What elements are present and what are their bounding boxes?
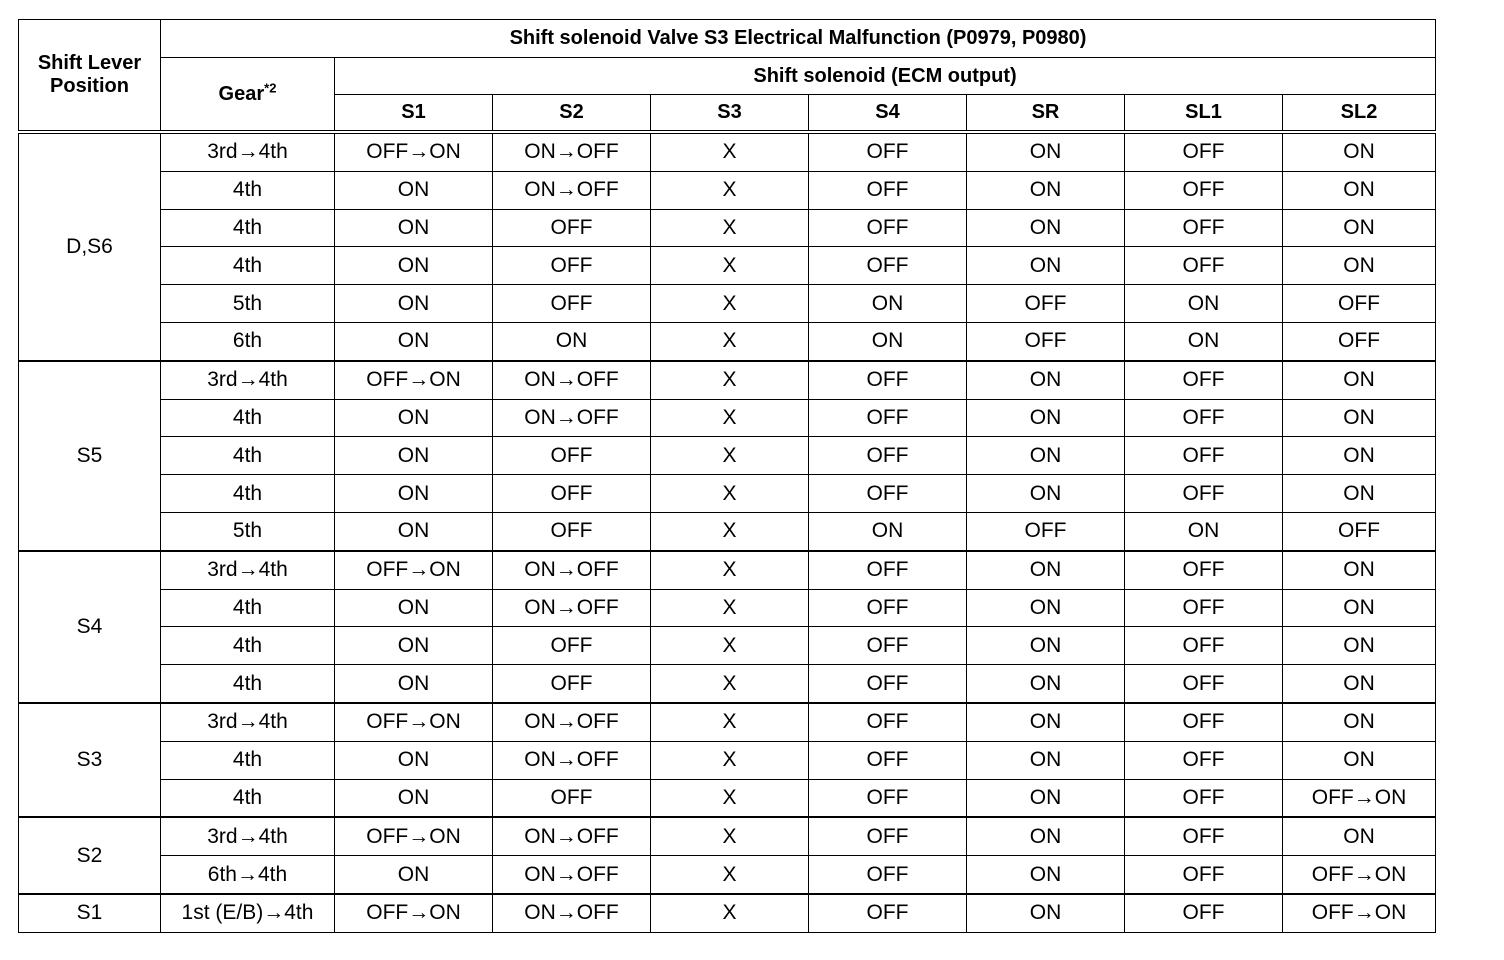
solenoid-state-cell: OFF xyxy=(493,779,651,817)
solenoid-state-cell: ON→OFF xyxy=(493,741,651,779)
gear-cell: 4th xyxy=(161,399,335,437)
solenoid-header-sl2: SL2 xyxy=(1283,95,1436,133)
solenoid-state-cell: ON→OFF xyxy=(493,589,651,627)
solenoid-header-s2: S2 xyxy=(493,95,651,133)
solenoid-state-cell: ON xyxy=(1283,171,1436,209)
solenoid-state-cell: OFF xyxy=(809,856,967,894)
solenoid-state-cell: X xyxy=(651,703,809,741)
solenoid-state-cell: OFF xyxy=(1125,856,1283,894)
solenoid-state-cell: OFF xyxy=(809,703,967,741)
solenoid-state-cell: ON xyxy=(1283,817,1436,855)
shift-position-cell: S2 xyxy=(19,817,161,894)
solenoid-state-cell: OFF xyxy=(809,627,967,665)
gear-cell: 4th xyxy=(161,741,335,779)
table-row xyxy=(19,817,1436,855)
solenoid-state-cell: X xyxy=(651,856,809,894)
gear-cell: 4th xyxy=(161,627,335,665)
solenoid-state-cell: ON xyxy=(967,209,1125,247)
solenoid-state-cell: ON xyxy=(1125,322,1283,360)
solenoid-state-cell: X xyxy=(651,665,809,703)
solenoid-state-cell: OFF→ON xyxy=(335,361,493,399)
solenoid-state-cell: OFF→ON xyxy=(335,551,493,589)
solenoid-state-cell: ON xyxy=(967,817,1125,855)
solenoid-state-cell: ON xyxy=(1283,209,1436,247)
solenoid-state-cell: X xyxy=(651,512,809,550)
solenoid-state-cell: OFF xyxy=(493,285,651,323)
gear-header xyxy=(161,58,335,133)
solenoid-state-cell: OFF xyxy=(809,171,967,209)
shift-position-cell: S5 xyxy=(19,361,161,551)
solenoid-state-cell: ON xyxy=(809,322,967,360)
solenoid-state-cell: OFF xyxy=(809,741,967,779)
solenoid-state-cell: OFF xyxy=(809,665,967,703)
solenoid-state-cell: OFF xyxy=(493,209,651,247)
solenoid-state-cell: OFF xyxy=(493,247,651,285)
shift-position-cell: S4 xyxy=(19,551,161,703)
solenoid-state-cell: ON→OFF xyxy=(493,361,651,399)
solenoid-state-cell: OFF→ON xyxy=(1283,779,1436,817)
gear-header-label: Gear xyxy=(218,82,265,105)
solenoid-state-cell: X xyxy=(651,894,809,932)
solenoid-state-cell: OFF xyxy=(809,589,967,627)
solenoid-state-cell: ON xyxy=(967,132,1125,171)
solenoid-state-cell: OFF xyxy=(967,285,1125,323)
table-header xyxy=(19,20,1436,133)
solenoid-state-cell: ON xyxy=(1283,247,1436,285)
gear-footnote-mark: *2 xyxy=(264,79,277,95)
solenoid-subtitle: Shift solenoid (ECM output) xyxy=(335,58,1436,95)
solenoid-state-cell: ON xyxy=(335,285,493,323)
gear-cell: 3rd→4th xyxy=(161,817,335,855)
solenoid-state-cell: ON xyxy=(967,361,1125,399)
solenoid-state-cell: ON xyxy=(1283,703,1436,741)
solenoid-header-sl1: SL1 xyxy=(1125,95,1283,133)
solenoid-state-cell: ON xyxy=(335,627,493,665)
solenoid-state-cell: OFF→ON xyxy=(335,817,493,855)
solenoid-state-cell: OFF xyxy=(493,627,651,665)
gear-cell: 4th xyxy=(161,779,335,817)
solenoid-state-cell: X xyxy=(651,171,809,209)
solenoid-state-cell: OFF xyxy=(493,475,651,513)
solenoid-state-cell: OFF→ON xyxy=(335,132,493,171)
solenoid-state-cell: ON xyxy=(335,856,493,894)
solenoid-state-cell: OFF xyxy=(967,322,1125,360)
solenoid-state-cell: X xyxy=(651,361,809,399)
solenoid-state-cell: ON xyxy=(967,475,1125,513)
solenoid-state-cell: OFF xyxy=(493,437,651,475)
solenoid-state-cell: OFF xyxy=(809,475,967,513)
table-row xyxy=(19,703,1436,741)
solenoid-state-cell: ON xyxy=(967,703,1125,741)
table-row xyxy=(19,285,1436,323)
solenoid-state-cell: OFF xyxy=(809,361,967,399)
solenoid-state-cell: OFF xyxy=(1125,475,1283,513)
gear-cell: 1st (E/B)→4th xyxy=(161,894,335,932)
table-row xyxy=(19,475,1436,513)
solenoid-state-cell: ON xyxy=(335,322,493,360)
solenoid-state-cell: X xyxy=(651,589,809,627)
solenoid-state-cell: X xyxy=(651,132,809,171)
solenoid-state-cell: X xyxy=(651,551,809,589)
solenoid-state-cell: OFF xyxy=(809,132,967,171)
solenoid-state-cell: ON xyxy=(967,437,1125,475)
solenoid-state-cell: ON xyxy=(967,399,1125,437)
solenoid-state-cell: X xyxy=(651,437,809,475)
table-row xyxy=(19,247,1436,285)
solenoid-state-cell: ON→OFF xyxy=(493,551,651,589)
solenoid-header-s3: S3 xyxy=(651,95,809,133)
solenoid-state-cell: OFF xyxy=(1125,779,1283,817)
solenoid-state-cell: OFF xyxy=(809,209,967,247)
solenoid-state-cell: OFF xyxy=(1125,741,1283,779)
solenoid-state-cell: OFF xyxy=(1283,285,1436,323)
solenoid-state-cell: OFF xyxy=(1125,551,1283,589)
gear-cell: 4th xyxy=(161,209,335,247)
solenoid-state-cell: OFF→ON xyxy=(1283,856,1436,894)
solenoid-state-cell: ON xyxy=(967,627,1125,665)
solenoid-header-s4: S4 xyxy=(809,95,967,133)
gear-cell: 4th xyxy=(161,171,335,209)
solenoid-state-cell: ON xyxy=(1283,132,1436,171)
solenoid-header-sr: SR xyxy=(967,95,1125,133)
solenoid-state-cell: OFF xyxy=(1125,247,1283,285)
solenoid-state-cell: ON xyxy=(1283,437,1436,475)
solenoid-state-cell: OFF xyxy=(1125,817,1283,855)
solenoid-state-cell: ON xyxy=(967,741,1125,779)
solenoid-state-cell: ON xyxy=(967,589,1125,627)
shift-position-cell: S1 xyxy=(19,894,161,932)
solenoid-state-cell: ON xyxy=(967,551,1125,589)
solenoid-state-cell: ON xyxy=(335,512,493,550)
solenoid-state-cell: ON xyxy=(1283,741,1436,779)
table-row xyxy=(19,132,1436,171)
solenoid-state-cell: ON→OFF xyxy=(493,399,651,437)
solenoid-state-cell: X xyxy=(651,475,809,513)
gear-cell: 3rd→4th xyxy=(161,361,335,399)
solenoid-state-cell: X xyxy=(651,817,809,855)
solenoid-state-cell: OFF xyxy=(1125,209,1283,247)
solenoid-state-cell: ON xyxy=(335,247,493,285)
solenoid-state-cell: ON xyxy=(335,475,493,513)
table-row xyxy=(19,856,1436,894)
solenoid-state-cell: ON xyxy=(1283,627,1436,665)
solenoid-state-cell: ON→OFF xyxy=(493,856,651,894)
table-row xyxy=(19,627,1436,665)
solenoid-state-cell: OFF→ON xyxy=(1283,894,1436,932)
solenoid-state-cell: ON→OFF xyxy=(493,132,651,171)
solenoid-table xyxy=(18,19,1436,933)
table-title: Shift solenoid Valve S3 Electrical Malfunction (P0979, P0980) xyxy=(161,20,1436,58)
solenoid-state-cell: ON→OFF xyxy=(493,894,651,932)
table-body xyxy=(19,132,1436,932)
solenoid-state-cell: OFF xyxy=(809,437,967,475)
solenoid-state-cell: ON xyxy=(1283,551,1436,589)
solenoid-state-cell: ON xyxy=(335,741,493,779)
solenoid-state-cell: OFF xyxy=(493,512,651,550)
solenoid-state-cell: ON xyxy=(1283,399,1436,437)
shift-position-cell: D,S6 xyxy=(19,132,161,361)
gear-cell: 6th xyxy=(161,322,335,360)
solenoid-state-cell: OFF xyxy=(1125,894,1283,932)
table-row xyxy=(19,589,1436,627)
solenoid-state-cell: ON xyxy=(809,512,967,550)
solenoid-state-cell: ON xyxy=(967,171,1125,209)
solenoid-state-cell: ON xyxy=(809,285,967,323)
solenoid-state-cell: X xyxy=(651,322,809,360)
position-header: Shift Lever Position xyxy=(19,20,161,133)
solenoid-state-cell: ON xyxy=(335,665,493,703)
table-row xyxy=(19,512,1436,550)
solenoid-state-cell: OFF xyxy=(809,247,967,285)
table-row xyxy=(19,779,1436,817)
solenoid-state-cell: ON xyxy=(335,589,493,627)
solenoid-state-cell: OFF xyxy=(1125,437,1283,475)
solenoid-state-cell: OFF xyxy=(493,665,651,703)
solenoid-state-cell: ON→OFF xyxy=(493,703,651,741)
table-row xyxy=(19,171,1436,209)
solenoid-state-cell: ON xyxy=(335,171,493,209)
solenoid-state-cell: OFF xyxy=(1125,171,1283,209)
solenoid-state-cell: ON xyxy=(1125,285,1283,323)
gear-cell: 4th xyxy=(161,665,335,703)
solenoid-state-cell: OFF xyxy=(1125,589,1283,627)
solenoid-state-cell: ON→OFF xyxy=(493,171,651,209)
solenoid-state-cell: X xyxy=(651,779,809,817)
solenoid-state-cell: ON xyxy=(967,665,1125,703)
solenoid-state-cell: ON xyxy=(335,209,493,247)
gear-cell: 3rd→4th xyxy=(161,132,335,171)
solenoid-state-cell: OFF xyxy=(809,894,967,932)
gear-cell: 3rd→4th xyxy=(161,703,335,741)
solenoid-state-cell: OFF→ON xyxy=(335,894,493,932)
solenoid-state-cell: X xyxy=(651,399,809,437)
gear-cell: 4th xyxy=(161,589,335,627)
solenoid-state-cell: X xyxy=(651,209,809,247)
solenoid-state-cell: OFF xyxy=(809,817,967,855)
solenoid-state-cell: OFF xyxy=(1283,512,1436,550)
table-row xyxy=(19,209,1436,247)
gear-cell: 5th xyxy=(161,285,335,323)
solenoid-state-cell: X xyxy=(651,627,809,665)
solenoid-state-cell: ON xyxy=(335,437,493,475)
solenoid-state-cell: ON xyxy=(967,247,1125,285)
solenoid-state-cell: X xyxy=(651,741,809,779)
solenoid-state-cell: OFF xyxy=(1125,132,1283,171)
solenoid-state-cell: OFF xyxy=(809,399,967,437)
solenoid-state-cell: OFF xyxy=(1125,665,1283,703)
table-row xyxy=(19,322,1436,360)
solenoid-state-cell: ON xyxy=(335,399,493,437)
table-row xyxy=(19,399,1436,437)
gear-cell: 5th xyxy=(161,512,335,550)
gear-cell: 3rd→4th xyxy=(161,551,335,589)
solenoid-state-cell: ON xyxy=(1283,589,1436,627)
shift-position-cell: S3 xyxy=(19,703,161,817)
solenoid-state-cell: ON xyxy=(493,322,651,360)
solenoid-state-cell: ON xyxy=(335,779,493,817)
solenoid-state-cell: ON xyxy=(1283,665,1436,703)
solenoid-state-cell: ON xyxy=(1125,512,1283,550)
gear-cell: 6th→4th xyxy=(161,856,335,894)
table-row xyxy=(19,551,1436,589)
solenoid-state-cell: OFF→ON xyxy=(335,703,493,741)
solenoid-state-cell: X xyxy=(651,247,809,285)
solenoid-state-cell: OFF xyxy=(809,779,967,817)
solenoid-state-cell: OFF xyxy=(1125,399,1283,437)
gear-cell: 4th xyxy=(161,437,335,475)
table-row xyxy=(19,741,1436,779)
solenoid-state-cell: OFF xyxy=(1125,703,1283,741)
solenoid-state-cell: X xyxy=(651,285,809,323)
solenoid-state-cell: ON xyxy=(967,856,1125,894)
table-row xyxy=(19,361,1436,399)
solenoid-header-s1: S1 xyxy=(335,95,493,133)
table-row xyxy=(19,665,1436,703)
solenoid-state-cell: ON xyxy=(1283,475,1436,513)
solenoid-state-cell: ON→OFF xyxy=(493,817,651,855)
solenoid-state-cell: ON xyxy=(967,894,1125,932)
solenoid-state-cell: OFF xyxy=(809,551,967,589)
gear-cell: 4th xyxy=(161,475,335,513)
solenoid-state-cell: OFF xyxy=(1125,361,1283,399)
table-row xyxy=(19,894,1436,932)
solenoid-state-cell: OFF xyxy=(967,512,1125,550)
table-row xyxy=(19,437,1436,475)
solenoid-state-cell: OFF xyxy=(1125,627,1283,665)
gear-cell: 4th xyxy=(161,247,335,285)
solenoid-state-cell: ON xyxy=(967,779,1125,817)
solenoid-state-cell: ON xyxy=(1283,361,1436,399)
solenoid-state-cell: OFF xyxy=(1283,322,1436,360)
